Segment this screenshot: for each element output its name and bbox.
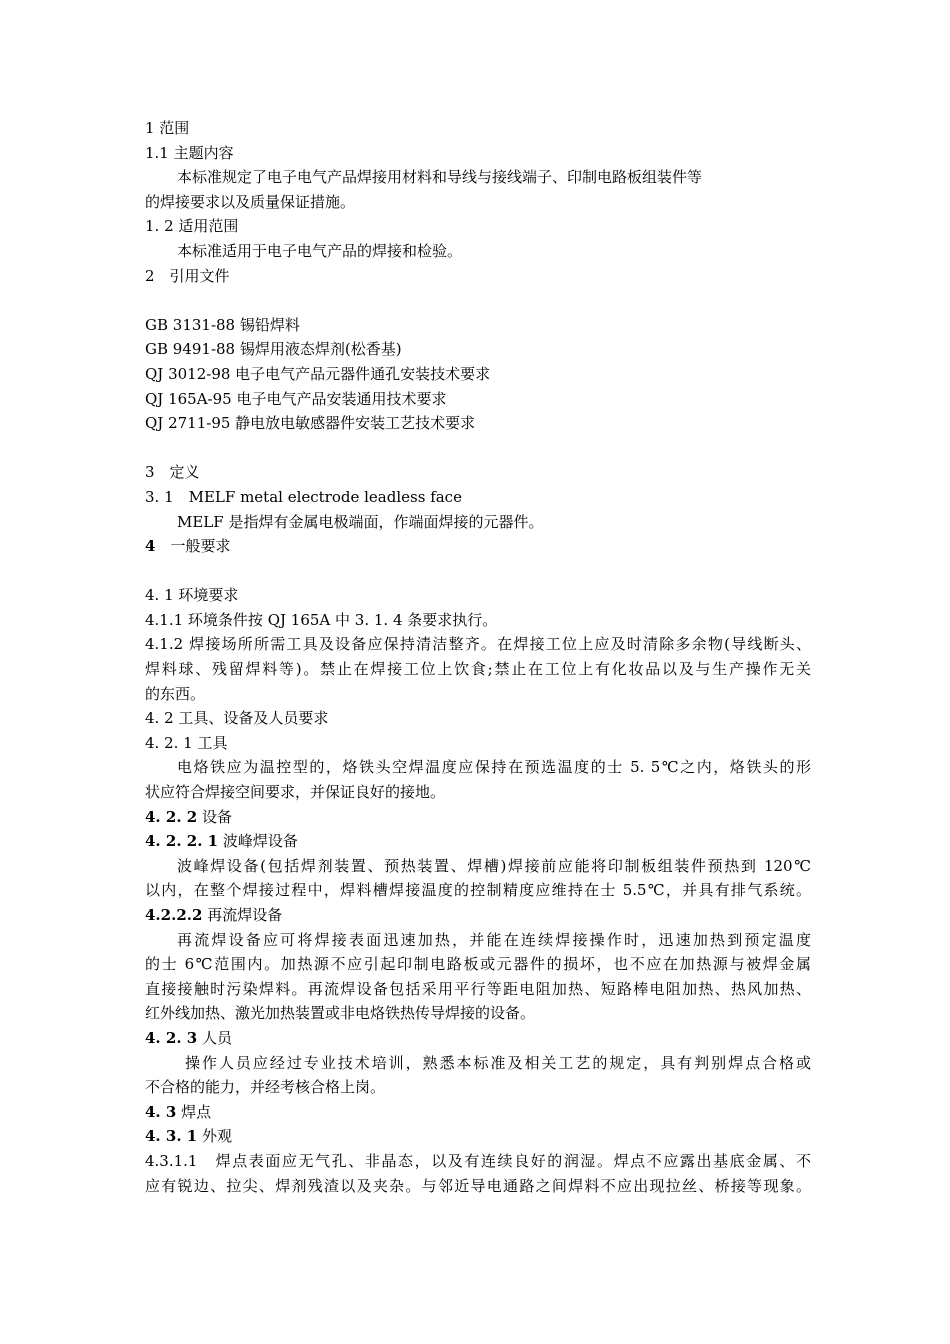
line-text: 4. 2. 1 工具 [145,733,228,752]
text-line [145,387,811,412]
text-line [145,534,811,559]
section-number: 4. 2. 2. 1 [145,832,219,851]
text-line [145,755,811,780]
line-text: 状应符合焊接空间要求，并保证良好的接地。 [145,783,446,802]
text-line [145,657,811,682]
section-number: 4.2.2.2 [145,906,203,924]
section-number: 4. 2. 2 [145,807,198,826]
line-text: QJ 165A-95 电子电气产品安装通用技术要求 [145,389,447,408]
line-text: 1 范围 [145,119,190,137]
text-line [145,1124,811,1149]
line-text: 1.1 主题内容 [145,143,234,162]
line-text: 3. 1 MELF metal electrode leadless face [145,487,462,506]
line-text: GB 3131-88 锡铅焊料 [145,315,300,334]
text-line [145,264,811,289]
line-text: 设备 [197,807,232,826]
line-text: 3 定义 [145,463,200,482]
text-line [145,214,811,239]
line-text: 一般要求 [155,537,231,556]
text-line [145,141,811,166]
line-text: 外观 [197,1127,232,1146]
line-text: 4.3.1.1 焊点表面应无气孔、非晶态，以及有连续良好的润湿。焊点不应露出基底金属、不 [145,1151,811,1170]
blank-line [145,436,811,461]
text-line [145,485,811,510]
text-line [145,411,811,436]
text-line [145,190,811,215]
line-text: 波峰焊设备 [218,832,298,851]
text-line [145,1001,811,1026]
text-line [145,854,811,879]
blank-line [145,559,811,584]
line-text: 焊料球、残留焊料等)。禁止在焊接工位上饮食;禁止在工位上有化妆品以及与生产操作无关 [145,660,811,679]
text-line [145,1100,811,1125]
line-text: 1. 2 适用范围 [145,217,239,236]
line-text: 本标准规定了电子电气产品焊接用材料和导线与接线端子、印制电路板组装件等 [177,168,703,187]
text-line [145,977,811,1002]
text-line [145,510,811,535]
line-text: 本标准适用于电子电气产品的焊接和检验。 [177,241,463,260]
text-line [145,1051,811,1076]
text-line [145,805,811,830]
text-line [145,903,811,928]
text-line [145,682,811,707]
line-text: GB 9491-88 锡焊用液态焊剂(松香基) [145,340,402,359]
section-number: 4. 3. 1 [145,1127,198,1146]
text-line [145,1075,811,1100]
line-text: 4. 1 环境要求 [145,586,239,605]
line-text: QJ 3012-98 电子电气产品元器件通孔安装技术要求 [145,364,491,383]
section-number: 4. 3 [145,1102,177,1121]
text-line [145,706,811,731]
text-line [145,1149,811,1174]
line-text: 焊点 [176,1102,212,1121]
text-line [145,952,811,977]
document-body [145,116,811,1198]
line-text: 4.1.2 焊接场所所需工具及设备应保持清洁整齐。在焊接工位上应及时清除多余物(导线断头、 [145,635,811,654]
line-text: 2 引用文件 [145,266,230,285]
line-text: 波峰焊设备(包括焊剂装置、预热装置、焊槽)焊接前应能将印制板组装件预热到 120℃ [177,856,811,875]
text-line [145,878,811,903]
section-number: 4. 2. 3 [145,1028,198,1047]
text-line [145,239,811,264]
line-text: MELF 是指焊有金属电极端面，作端面焊接的元器件。 [177,512,544,531]
line-text: 操作人员应经过专业技术培训，熟悉本标准及相关工艺的规定，具有判别焊点合格或 [185,1053,811,1072]
text-line [145,780,811,805]
line-text: 4. 2 工具、设备及人员要求 [145,709,329,728]
line-text: 应有锐边、拉尖、焊剂残渣以及夹杂。与邻近导电通路之间焊料不应出现拉丝、桥接等现象。 [145,1176,811,1195]
text-line [145,632,811,657]
section-number: 4 [145,537,156,556]
line-text: 人员 [197,1028,232,1047]
text-line [145,460,811,485]
text-line [145,583,811,608]
text-line [145,731,811,756]
line-text: 红外线加热、激光加热装置或非电烙铁热传导焊接的设备。 [145,1004,536,1023]
text-line [145,362,811,387]
blank-line [145,288,811,313]
line-text: 以内，在整个焊接过程中，焊料槽焊接温度的控制精度应维持在士 5.5℃，并具有排气系统。 [145,881,811,900]
text-line [145,337,811,362]
line-text: 再流焊设备 [202,906,283,924]
line-text: 的焊接要求以及质量保证措施。 [145,192,356,211]
line-text: 再流焊设备应可将焊接表面迅速加热，并能在连续焊接操作时，迅速加热到预定温度 [177,930,811,949]
line-text: 的东西。 [145,684,206,703]
line-text: 4.1.1 环境条件按 QJ 165A 中 3. 1. 4 条要求执行。 [145,610,498,629]
text-line [145,608,811,633]
line-text: QJ 2711-95 静电放电敏感器件安装工艺技术要求 [145,414,476,433]
text-line [145,1026,811,1051]
line-text: 直接接触时污染焊料。再流焊设备包括采用平行等距电阻加热、短路棒电阻加热、热风加热、 [145,979,811,998]
text-line [145,116,811,141]
text-line [145,928,811,953]
line-text: 不合格的能力，并经考核合格上岗。 [145,1078,386,1097]
line-text: 电烙铁应为温控型的，烙铁头空焊温度应保持在预选温度的士 5. 5℃之内，烙铁头的形 [177,758,811,777]
text-line [145,165,811,190]
text-line [145,313,811,338]
text-line [145,1174,811,1199]
line-text: 的士 6℃范围内。加热源不应引起印制电路板或元器件的损坏，也不应在加热源与被焊金属 [145,955,811,974]
text-line [145,829,811,854]
